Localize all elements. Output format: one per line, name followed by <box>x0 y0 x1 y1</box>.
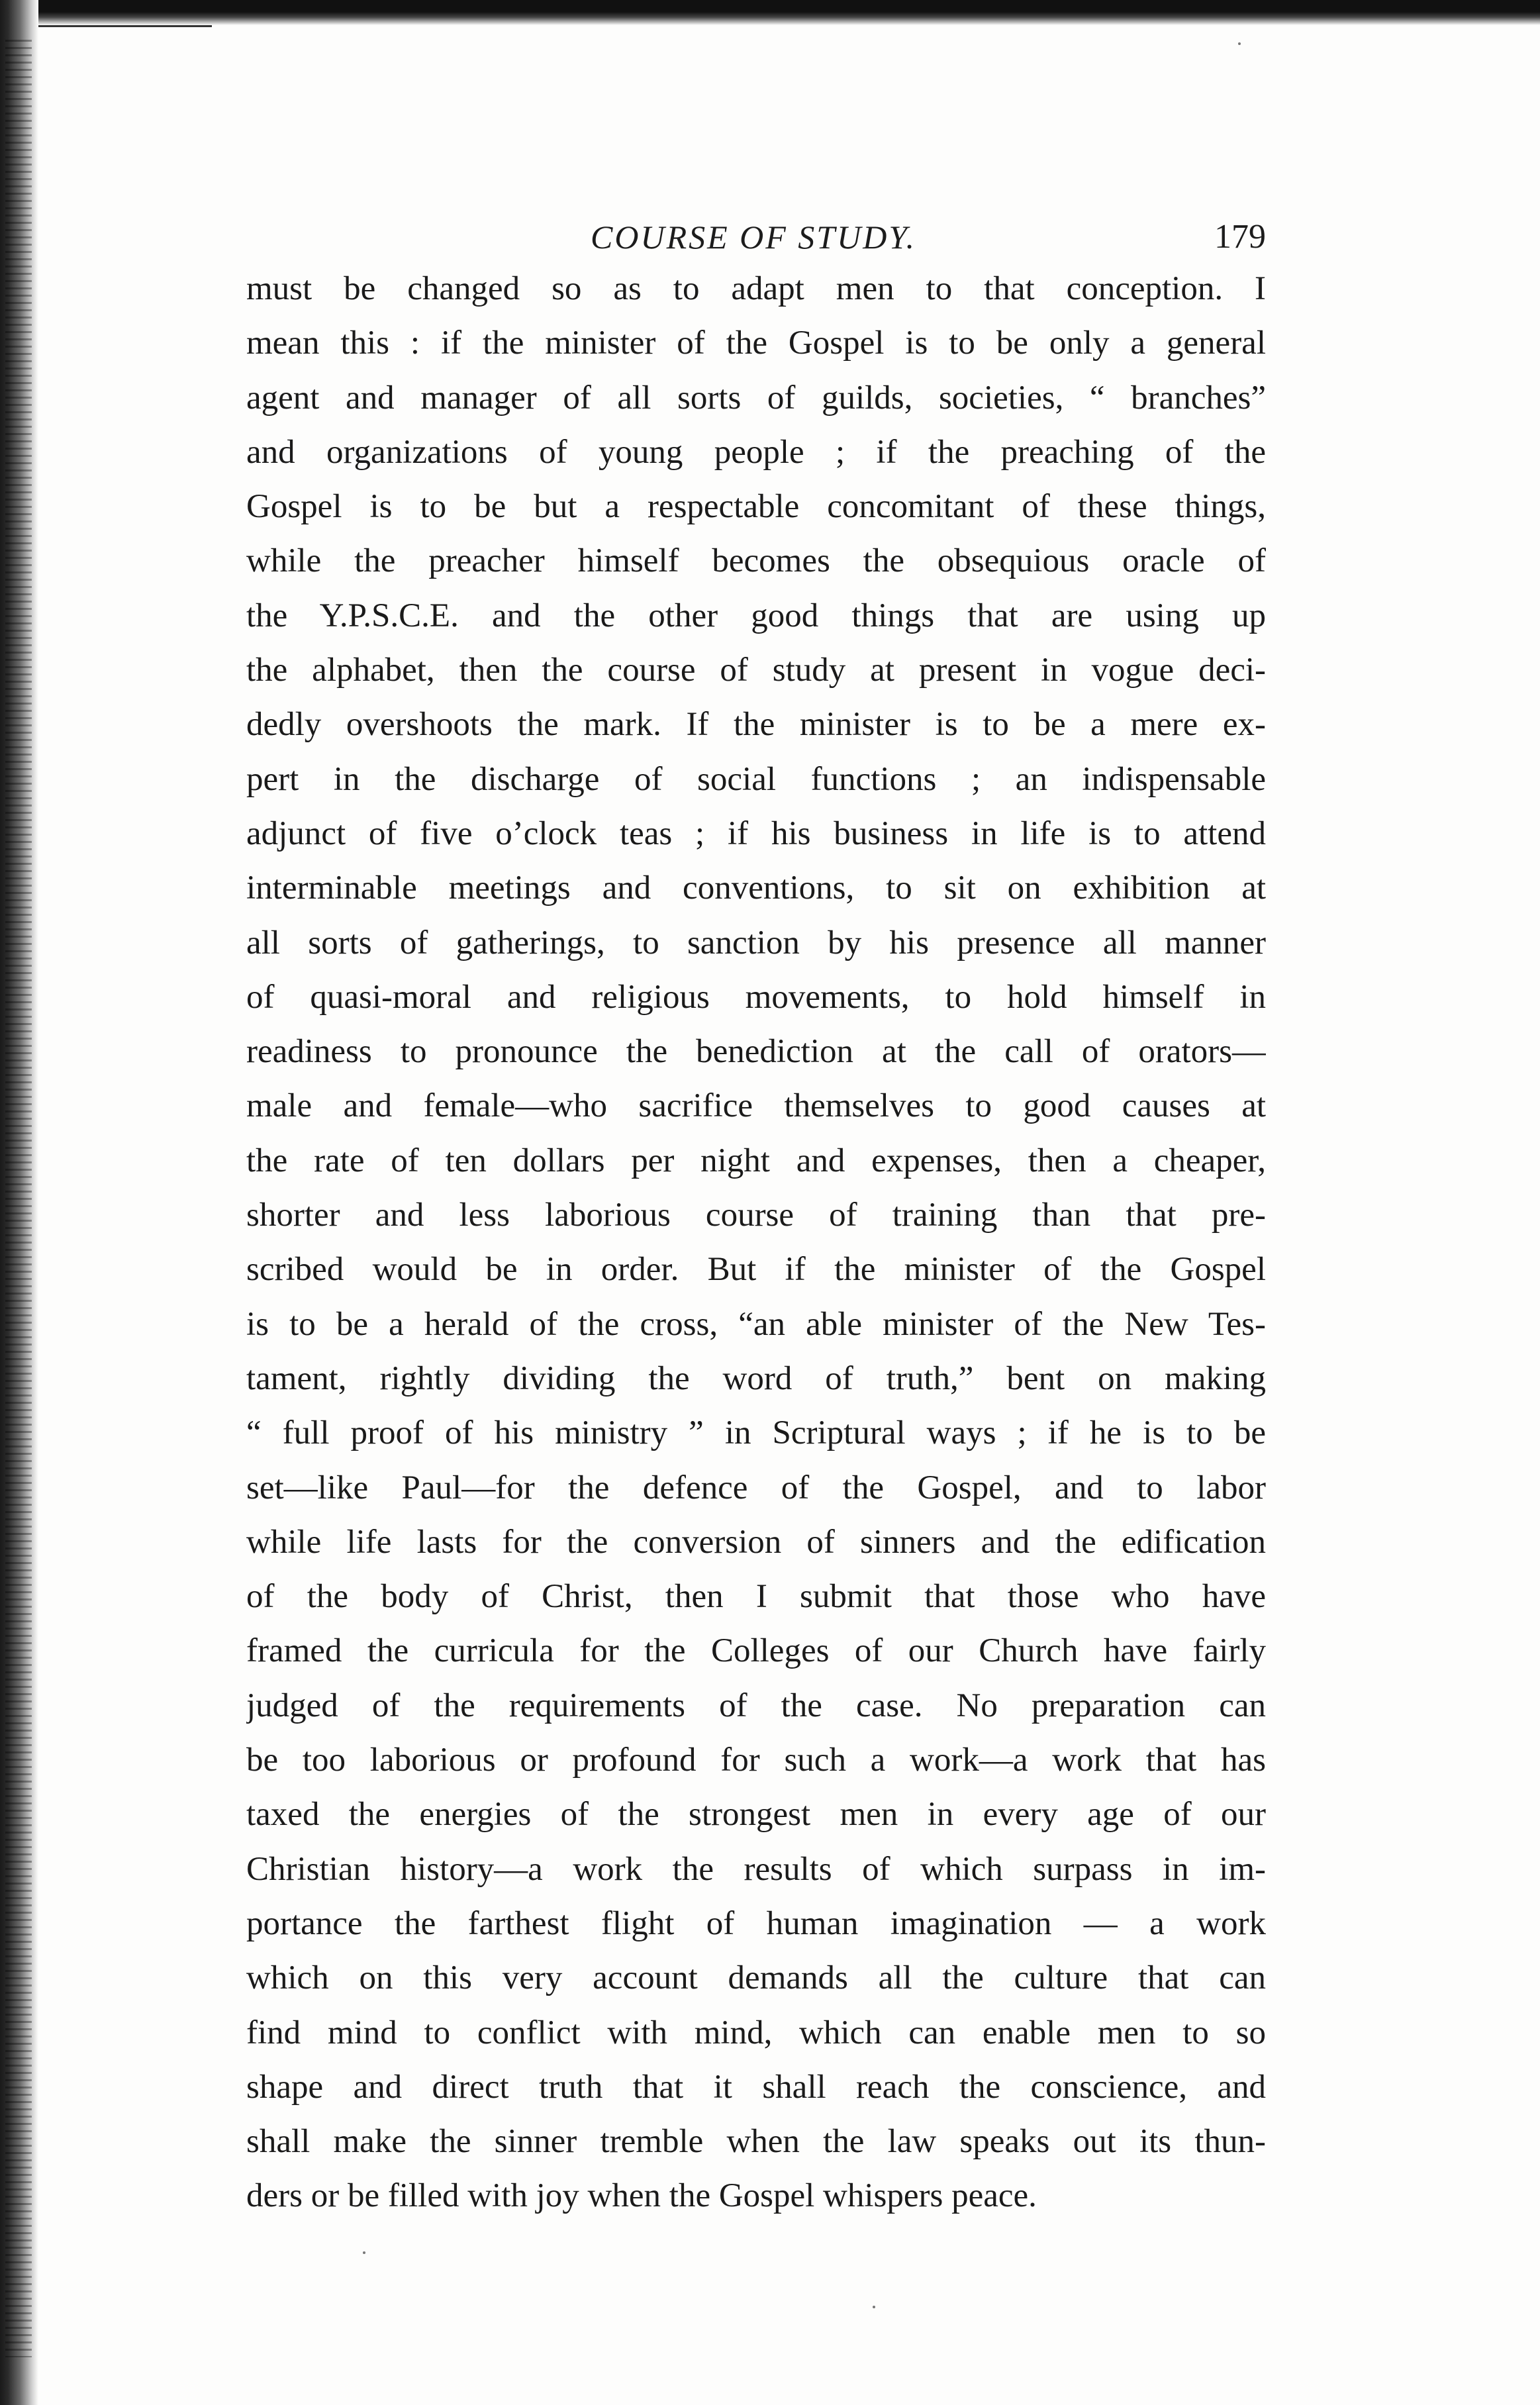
text-line: Christian history—a work the results of which surpass in im- <box>246 1850 1266 1888</box>
text-line: set—like Paul—for the defence of the Gospel, and to labor <box>246 1469 1266 1506</box>
running-head: COURSE OF STUDY. <box>591 219 917 256</box>
text-line: tament, rightly dividing the word of truth,” bent on making <box>246 1359 1266 1397</box>
text-line: shape and direct truth that it shall reach the conscience, and <box>246 2068 1266 2106</box>
text-line: ders or be filled with joy when the Gospel whispers peace. <box>246 2177 1037 2215</box>
text-line: the Y.P.S.C.E. and the other good things that are using up <box>246 597 1266 634</box>
text-line: the alphabet, then the course of study at present in vogue deci- <box>246 652 1266 689</box>
text-line: is to be a herald of the cross, “an able minister of the New Tes- <box>246 1305 1266 1343</box>
text-line: find mind to conflict with mind, which can enable men to so <box>246 2014 1266 2051</box>
text-line: the rate of ten dollars per night and expenses, then a cheaper, <box>246 1142 1266 1179</box>
text-line: of the body of Christ, then I submit that those who have <box>246 1578 1266 1616</box>
text-line: “ full proof of his ministry ” in Scriptural ways ; if he is to be <box>246 1414 1266 1452</box>
text-line: must be changed so as to adapt men to that conception. I <box>246 270 1266 307</box>
page-number: 179 <box>1214 218 1266 256</box>
text-line: interminable meetings and conventions, to sit on exhibition at <box>246 869 1266 907</box>
text-line: be too laborious or profound for such a work—a work that has <box>246 1742 1266 1779</box>
text-line: scribed would be in order. But if the minister of the Gospel <box>246 1251 1266 1289</box>
scan-top-edge <box>0 0 1540 25</box>
text-line: all sorts of gatherings, to sanction by his presence all manner <box>246 924 1266 961</box>
text-line: and organizations of young people ; if the preaching of the <box>246 433 1266 471</box>
text-line: male and female—who sacrifice themselves to good causes at <box>246 1087 1266 1125</box>
body-text <box>246 262 1266 2224</box>
scan-speck <box>363 2251 365 2254</box>
text-line: judged of the requirements of the case. No preparation can <box>246 1687 1266 1724</box>
text-line: shorter and less laborious course of training than that pre- <box>246 1197 1266 1234</box>
text-line: framed the curricula for the Colleges of our Church have fairly <box>246 1632 1266 1670</box>
text-line: agent and manager of all sorts of guilds, societies, “ branches” <box>246 379 1266 417</box>
text-line: while life lasts for the conversion of sinners and the edification <box>246 1523 1266 1561</box>
text-line: of quasi-moral and religious movements, to hold himself in <box>246 978 1266 1016</box>
text-line: adjunct of five o’clock teas ; if his business in life is to attend <box>246 814 1266 852</box>
text-line: while the preacher himself becomes the obsequious oracle of <box>246 542 1266 580</box>
binding-texture <box>5 40 32 2357</box>
text-line: readiness to pronounce the benediction at the call of orators— <box>246 1033 1266 1071</box>
text-line: Gospel is to be but a respectable concomitant of these things, <box>246 488 1266 526</box>
text-line: portance the farthest flight of human imagination — a work <box>246 1904 1266 1942</box>
text-line: shall make the sinner tremble when the law speaks out its thun- <box>246 2123 1266 2161</box>
scan-binding-edge <box>0 0 38 2405</box>
text-line: which on this very account demands all the culture that can <box>246 1959 1266 1997</box>
text-line: mean this : if the minister of the Gospel is to be only a general <box>246 324 1266 362</box>
text-line: taxed the energies of the strongest men in every age of our <box>246 1796 1266 1834</box>
text-line: dedly overshoots the mark. If the minister is to be a mere ex- <box>246 706 1266 744</box>
scan-speck <box>873 2306 875 2308</box>
page-header <box>246 211 1266 264</box>
text-line: pert in the discharge of social functions ; an indispensable <box>246 760 1266 798</box>
scan-speck <box>1238 42 1241 45</box>
